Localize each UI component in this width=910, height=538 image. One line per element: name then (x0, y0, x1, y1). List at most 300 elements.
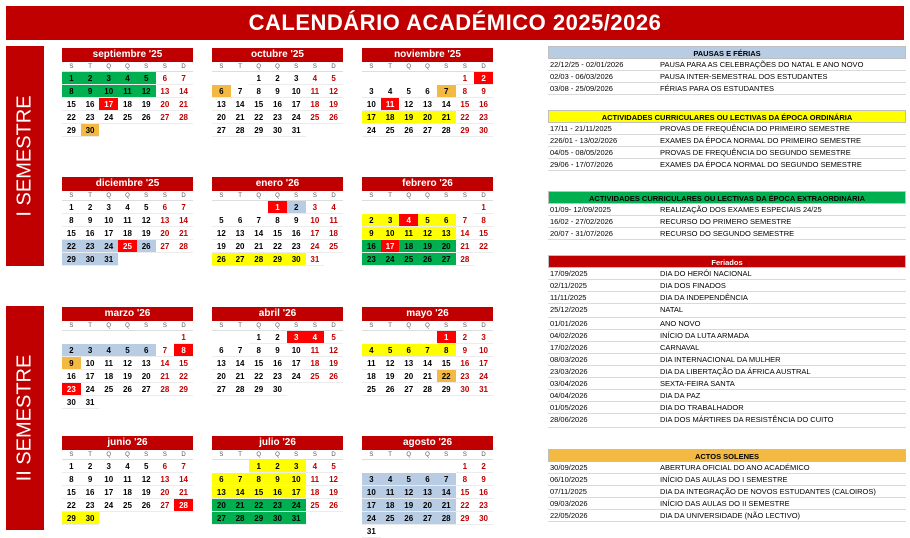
legend-row (548, 304, 906, 318)
day-cell: 8 (62, 473, 81, 486)
day-cell: 19 (324, 98, 343, 111)
day-cell: 28 (437, 512, 456, 525)
weekday-header: T (231, 191, 250, 201)
day-cell: 28 (249, 253, 268, 266)
legend-row (548, 318, 906, 330)
semester-1-label: I SEMESTRE (13, 95, 36, 217)
day-cell: 30 (268, 512, 287, 525)
weekday-header: Q (99, 191, 118, 201)
weekday-header: Q (99, 321, 118, 331)
day-cell: 12 (137, 473, 156, 486)
legend-date: 22/05/2026 (550, 511, 588, 520)
day-cell: 14 (231, 486, 250, 499)
day-cell: 31 (99, 253, 118, 266)
day-cell: 17 (381, 240, 400, 253)
day-cell: 12 (118, 357, 137, 370)
day-cell: 3 (287, 72, 306, 85)
day-cell: 18 (118, 227, 137, 240)
legend-event: CARNAVAL (660, 343, 700, 352)
weekday-header: S (437, 321, 456, 331)
day-cell: 11 (324, 214, 343, 227)
day-cell: 14 (437, 98, 456, 111)
day-cell: 3 (99, 72, 118, 85)
day-cell: 24 (474, 370, 493, 383)
day-cell: 30 (287, 253, 306, 266)
empty-day (212, 201, 231, 214)
day-cell: 5 (137, 72, 156, 85)
day-cell: 30 (81, 512, 100, 525)
day-cell: 9 (81, 214, 100, 227)
weekday-header: S (306, 191, 325, 201)
day-cell: 8 (268, 214, 287, 227)
day-cell: 2 (81, 201, 100, 214)
day-cell: 2 (287, 201, 306, 214)
day-cell: 18 (306, 357, 325, 370)
day-cell: 23 (268, 370, 287, 383)
legend-date: 04/05 - 08/05/2026 (550, 148, 613, 157)
day-cell: 17 (362, 111, 381, 124)
day-cell: 31 (81, 396, 100, 409)
legend-date: 17/11 - 21/11/2025 (550, 124, 612, 133)
day-cell: 6 (156, 460, 175, 473)
legend-event: PROVAS DE FREQUÊNCIA DO PRIMEIRO SEMESTRE (660, 124, 850, 133)
weekday-header: D (474, 450, 493, 460)
day-cell: 16 (474, 486, 493, 499)
day-cell: 4 (306, 331, 325, 344)
day-cell: 23 (287, 240, 306, 253)
legend-date: 08/03/2026 (550, 355, 588, 364)
day-cell: 10 (287, 473, 306, 486)
weekday-header: Q (268, 62, 287, 72)
empty-day (231, 460, 250, 473)
month-title: junio '26 (62, 436, 193, 450)
month-calendar (362, 48, 493, 137)
day-cell: 20 (418, 111, 437, 124)
day-cell: 18 (118, 98, 137, 111)
empty-day (381, 72, 400, 85)
day-cell: 5 (324, 72, 343, 85)
day-cell: 6 (156, 72, 175, 85)
day-cell: 28 (174, 240, 193, 253)
weekday-header: S (287, 62, 306, 72)
weekday-header: S (62, 450, 81, 460)
empty-day (437, 72, 456, 85)
weekday-header: S (212, 62, 231, 72)
weekday-header: S (212, 191, 231, 201)
day-cell: 28 (231, 124, 250, 137)
day-cell: 21 (174, 98, 193, 111)
day-cell: 25 (306, 370, 325, 383)
day-cell: 3 (362, 85, 381, 98)
empty-day (118, 331, 137, 344)
month-calendar (362, 436, 493, 538)
day-cell: 28 (231, 512, 250, 525)
weekday-header: S (362, 191, 381, 201)
weekday-header: D (474, 62, 493, 72)
weekday-header: S (137, 321, 156, 331)
weekday-header: S (287, 450, 306, 460)
legend-event: DIA INTERNACIONAL DA MULHER (660, 355, 781, 364)
empty-day (362, 72, 381, 85)
legend-date: 28/06/2026 (550, 415, 588, 424)
day-cell: 31 (362, 525, 381, 538)
legend-date: 01/01/2026 (550, 319, 588, 328)
day-cell: 20 (212, 370, 231, 383)
legend-date: 22/12/25 - 02/01/2026 (550, 60, 624, 69)
day-cell: 13 (156, 85, 175, 98)
day-cell: 1 (249, 331, 268, 344)
day-cell: 29 (437, 383, 456, 396)
day-cell: 15 (174, 357, 193, 370)
legend-section (548, 110, 906, 171)
day-cell: 7 (437, 473, 456, 486)
day-cell: 8 (249, 85, 268, 98)
legend-event: DIA DO TRABALHADOR (660, 403, 744, 412)
legend-section (548, 449, 906, 522)
weekday-header: S (456, 450, 475, 460)
weekday-header: D (324, 62, 343, 72)
day-cell: 3 (81, 344, 100, 357)
day-cell: 9 (456, 344, 475, 357)
day-cell: 26 (324, 370, 343, 383)
month-title: mayo '26 (362, 307, 493, 321)
day-cell: 24 (287, 499, 306, 512)
day-cell: 3 (474, 331, 493, 344)
day-cell: 12 (137, 85, 156, 98)
day-cell: 7 (231, 473, 250, 486)
legend-section-title: ACTIVIDADES CURRICULARES OU LECTIVAS DA ÉPOCA EXTRAORDINÁRIA (548, 191, 906, 204)
day-cell: 21 (249, 240, 268, 253)
day-cell: 24 (381, 253, 400, 266)
legend-event: INÍCIO DA LUTA ARMADA (660, 331, 750, 340)
weekday-header: T (381, 191, 400, 201)
day-cell: 22 (249, 111, 268, 124)
day-cell: 27 (156, 240, 175, 253)
legend-row (548, 83, 906, 95)
day-cell: 19 (418, 240, 437, 253)
weekday-header: S (362, 321, 381, 331)
day-cell: 1 (474, 201, 493, 214)
day-cell: 11 (118, 85, 137, 98)
day-cell: 6 (418, 473, 437, 486)
weekday-header: S (156, 321, 175, 331)
day-cell: 8 (249, 344, 268, 357)
month-title: julio '26 (212, 436, 343, 450)
day-cell: 20 (156, 486, 175, 499)
day-cell: 30 (81, 253, 100, 266)
weekday-header: Q (99, 450, 118, 460)
legend-event: SEXTA-FEIRA SANTA (660, 379, 735, 388)
day-cell: 15 (249, 486, 268, 499)
day-cell: 16 (268, 357, 287, 370)
legend-row (548, 135, 906, 147)
weekday-header: D (474, 191, 493, 201)
day-cell: 30 (456, 383, 475, 396)
month-calendar (212, 48, 343, 137)
day-cell: 16 (62, 370, 81, 383)
weekday-header: D (174, 62, 193, 72)
legend-row (548, 342, 906, 354)
weekday-header: T (231, 321, 250, 331)
day-cell: 12 (418, 227, 437, 240)
empty-day (231, 72, 250, 85)
day-cell: 13 (156, 473, 175, 486)
day-cell: 22 (62, 499, 81, 512)
legend-date: 11/11/2025 (550, 293, 587, 302)
legend-row (548, 354, 906, 366)
day-cell: 4 (399, 214, 418, 227)
day-cell: 25 (118, 240, 137, 253)
day-cell: 3 (287, 331, 306, 344)
day-cell: 25 (118, 499, 137, 512)
empty-day (212, 331, 231, 344)
legend-date: 17/09/2025 (550, 269, 588, 278)
legend-date: 30/09/2025 (550, 463, 588, 472)
month-calendar (212, 436, 343, 525)
weekday-header: D (174, 191, 193, 201)
day-cell: 23 (456, 370, 475, 383)
day-cell: 10 (99, 214, 118, 227)
day-cell: 30 (268, 124, 287, 137)
weekday-header: Q (249, 191, 268, 201)
weekday-header: T (381, 321, 400, 331)
day-cell: 19 (137, 486, 156, 499)
weekday-header: S (212, 450, 231, 460)
semester-1-banner (6, 46, 44, 266)
day-cell: 1 (62, 72, 81, 85)
day-cell: 25 (362, 383, 381, 396)
day-cell: 4 (362, 344, 381, 357)
weekday-header: T (381, 450, 400, 460)
day-cell: 1 (437, 331, 456, 344)
day-cell: 27 (212, 383, 231, 396)
weekday-header: Q (118, 321, 137, 331)
legend-row (548, 486, 906, 498)
legend-section-title: Feriados (548, 255, 906, 268)
legend-date: 02/03 - 06/03/2026 (550, 72, 613, 81)
day-cell: 30 (474, 512, 493, 525)
legend-row (548, 330, 906, 342)
day-cell: 25 (306, 111, 325, 124)
day-cell: 15 (249, 98, 268, 111)
day-cell: 6 (156, 201, 175, 214)
day-cell: 7 (156, 344, 175, 357)
day-cell: 20 (137, 370, 156, 383)
legend-row (548, 390, 906, 402)
legend-row (548, 268, 906, 280)
legend-event: DIA DA INDEPENDÊNCIA (660, 293, 748, 302)
day-cell: 23 (81, 111, 100, 124)
day-cell: 4 (99, 344, 118, 357)
day-cell: 16 (81, 227, 100, 240)
day-cell: 18 (118, 486, 137, 499)
day-cell: 19 (137, 227, 156, 240)
day-cell: 26 (118, 383, 137, 396)
day-cell: 9 (268, 473, 287, 486)
day-cell: 14 (231, 357, 250, 370)
weekday-header: S (456, 62, 475, 72)
day-cell: 4 (306, 460, 325, 473)
day-cell: 10 (287, 85, 306, 98)
month-title: enero '26 (212, 177, 343, 191)
weekday-header: T (81, 321, 100, 331)
day-cell: 5 (137, 201, 156, 214)
legend-row (548, 159, 906, 171)
empty-day (456, 201, 475, 214)
weekday-header: S (456, 321, 475, 331)
day-cell: 5 (399, 473, 418, 486)
day-cell: 26 (137, 240, 156, 253)
day-cell: 17 (474, 357, 493, 370)
month-calendar (362, 307, 493, 396)
day-cell: 18 (306, 98, 325, 111)
weekday-header: S (62, 321, 81, 331)
day-cell: 26 (324, 111, 343, 124)
day-cell: 24 (287, 370, 306, 383)
legend-event: PAUSA PARA AS CELEBRAÇÕES DO NATAL E ANO NOVO (660, 60, 864, 69)
day-cell: 1 (268, 201, 287, 214)
day-cell: 5 (324, 460, 343, 473)
day-cell: 23 (268, 111, 287, 124)
day-cell: 13 (418, 486, 437, 499)
day-cell: 12 (324, 344, 343, 357)
day-cell: 26 (212, 253, 231, 266)
day-cell: 30 (474, 124, 493, 137)
day-cell: 6 (399, 344, 418, 357)
day-cell: 29 (174, 383, 193, 396)
day-cell: 24 (287, 111, 306, 124)
day-cell: 31 (287, 124, 306, 137)
day-cell: 18 (381, 111, 400, 124)
weekday-header: Q (399, 321, 418, 331)
day-cell: 23 (362, 253, 381, 266)
day-cell: 10 (99, 473, 118, 486)
day-cell: 21 (231, 111, 250, 124)
empty-day (62, 331, 81, 344)
day-cell: 30 (268, 383, 287, 396)
day-cell: 31 (306, 253, 325, 266)
day-cell: 15 (249, 357, 268, 370)
day-cell: 31 (474, 383, 493, 396)
weekday-header: S (156, 450, 175, 460)
day-cell: 24 (362, 124, 381, 137)
day-cell: 17 (287, 98, 306, 111)
day-cell: 12 (212, 227, 231, 240)
day-cell: 8 (62, 214, 81, 227)
day-cell: 11 (306, 344, 325, 357)
weekday-header: S (156, 191, 175, 201)
legend-event: DIA DOS MÁRTIRES DA RESISTÊNCIA DO CUITO (660, 415, 834, 424)
day-cell: 13 (156, 214, 175, 227)
legend-event: INÍCIO DAS AULAS DO I SEMESTRE (660, 475, 788, 484)
legend-date: 09/03/2026 (550, 499, 588, 508)
legend-event: DIA DA UNIVERSIDADE (NÃO LECTIVO) (660, 511, 801, 520)
day-cell: 16 (81, 98, 100, 111)
day-cell: 15 (62, 227, 81, 240)
day-cell: 7 (174, 460, 193, 473)
day-cell: 12 (324, 85, 343, 98)
day-cell: 20 (212, 111, 231, 124)
day-cell: 23 (474, 111, 493, 124)
legend-date: 17/02/2026 (550, 343, 588, 352)
day-cell: 20 (418, 499, 437, 512)
day-cell: 11 (381, 98, 400, 111)
legend-date: 03/04/2026 (550, 379, 588, 388)
day-cell: 26 (399, 512, 418, 525)
day-cell: 19 (399, 499, 418, 512)
empty-day (156, 331, 175, 344)
weekday-header: Q (399, 62, 418, 72)
day-cell: 20 (156, 98, 175, 111)
day-cell: 5 (137, 460, 156, 473)
day-cell: 27 (399, 383, 418, 396)
day-cell: 24 (99, 240, 118, 253)
day-cell: 6 (212, 85, 231, 98)
empty-day (418, 201, 437, 214)
weekday-header: Q (99, 62, 118, 72)
day-cell: 25 (381, 124, 400, 137)
day-cell: 20 (156, 227, 175, 240)
day-cell: 2 (81, 72, 100, 85)
legend-section-title: PAUSAS E FÉRIAS (548, 46, 906, 59)
day-cell: 10 (474, 344, 493, 357)
weekday-header: Q (418, 62, 437, 72)
legend-event: DIA DA LIBERTAÇÃO DA ÁFRICA AUSTRAL (660, 367, 811, 376)
day-cell: 14 (174, 85, 193, 98)
day-cell: 6 (231, 214, 250, 227)
empty-day (81, 331, 100, 344)
day-cell: 29 (268, 253, 287, 266)
weekday-header: S (437, 191, 456, 201)
day-cell: 13 (212, 486, 231, 499)
day-cell: 8 (456, 473, 475, 486)
day-cell: 29 (249, 124, 268, 137)
day-cell: 4 (381, 85, 400, 98)
legend-section (548, 255, 906, 428)
day-cell: 21 (437, 499, 456, 512)
day-cell: 22 (437, 370, 456, 383)
day-cell: 14 (418, 357, 437, 370)
legend-date: 226/01 - 13/02/2026 (550, 136, 618, 145)
day-cell: 22 (474, 240, 493, 253)
day-cell: 16 (81, 486, 100, 499)
day-cell: 16 (456, 357, 475, 370)
day-cell: 11 (399, 227, 418, 240)
weekday-header: Q (249, 450, 268, 460)
month-calendar (62, 177, 193, 266)
weekday-header: Q (249, 321, 268, 331)
legend-date: 23/03/2026 (550, 367, 588, 376)
weekday-header: D (324, 450, 343, 460)
empty-day (399, 460, 418, 473)
day-cell: 8 (437, 344, 456, 357)
day-cell: 10 (99, 85, 118, 98)
day-cell: 14 (156, 357, 175, 370)
day-cell: 6 (437, 214, 456, 227)
month-title: noviembre '25 (362, 48, 493, 62)
legend-event: REALIZAÇÃO DOS EXAMES ESPECIAIS 24/25 (660, 205, 822, 214)
weekday-header: S (306, 62, 325, 72)
legend-event: ABERTURA OFICIAL DO ANO ACADÉMICO (660, 463, 810, 472)
day-cell: 7 (456, 214, 475, 227)
day-cell: 23 (81, 240, 100, 253)
empty-day (437, 460, 456, 473)
legend-section (548, 191, 906, 240)
day-cell: 14 (437, 486, 456, 499)
day-cell: 2 (362, 214, 381, 227)
day-cell: 20 (437, 240, 456, 253)
weekday-header: S (137, 191, 156, 201)
